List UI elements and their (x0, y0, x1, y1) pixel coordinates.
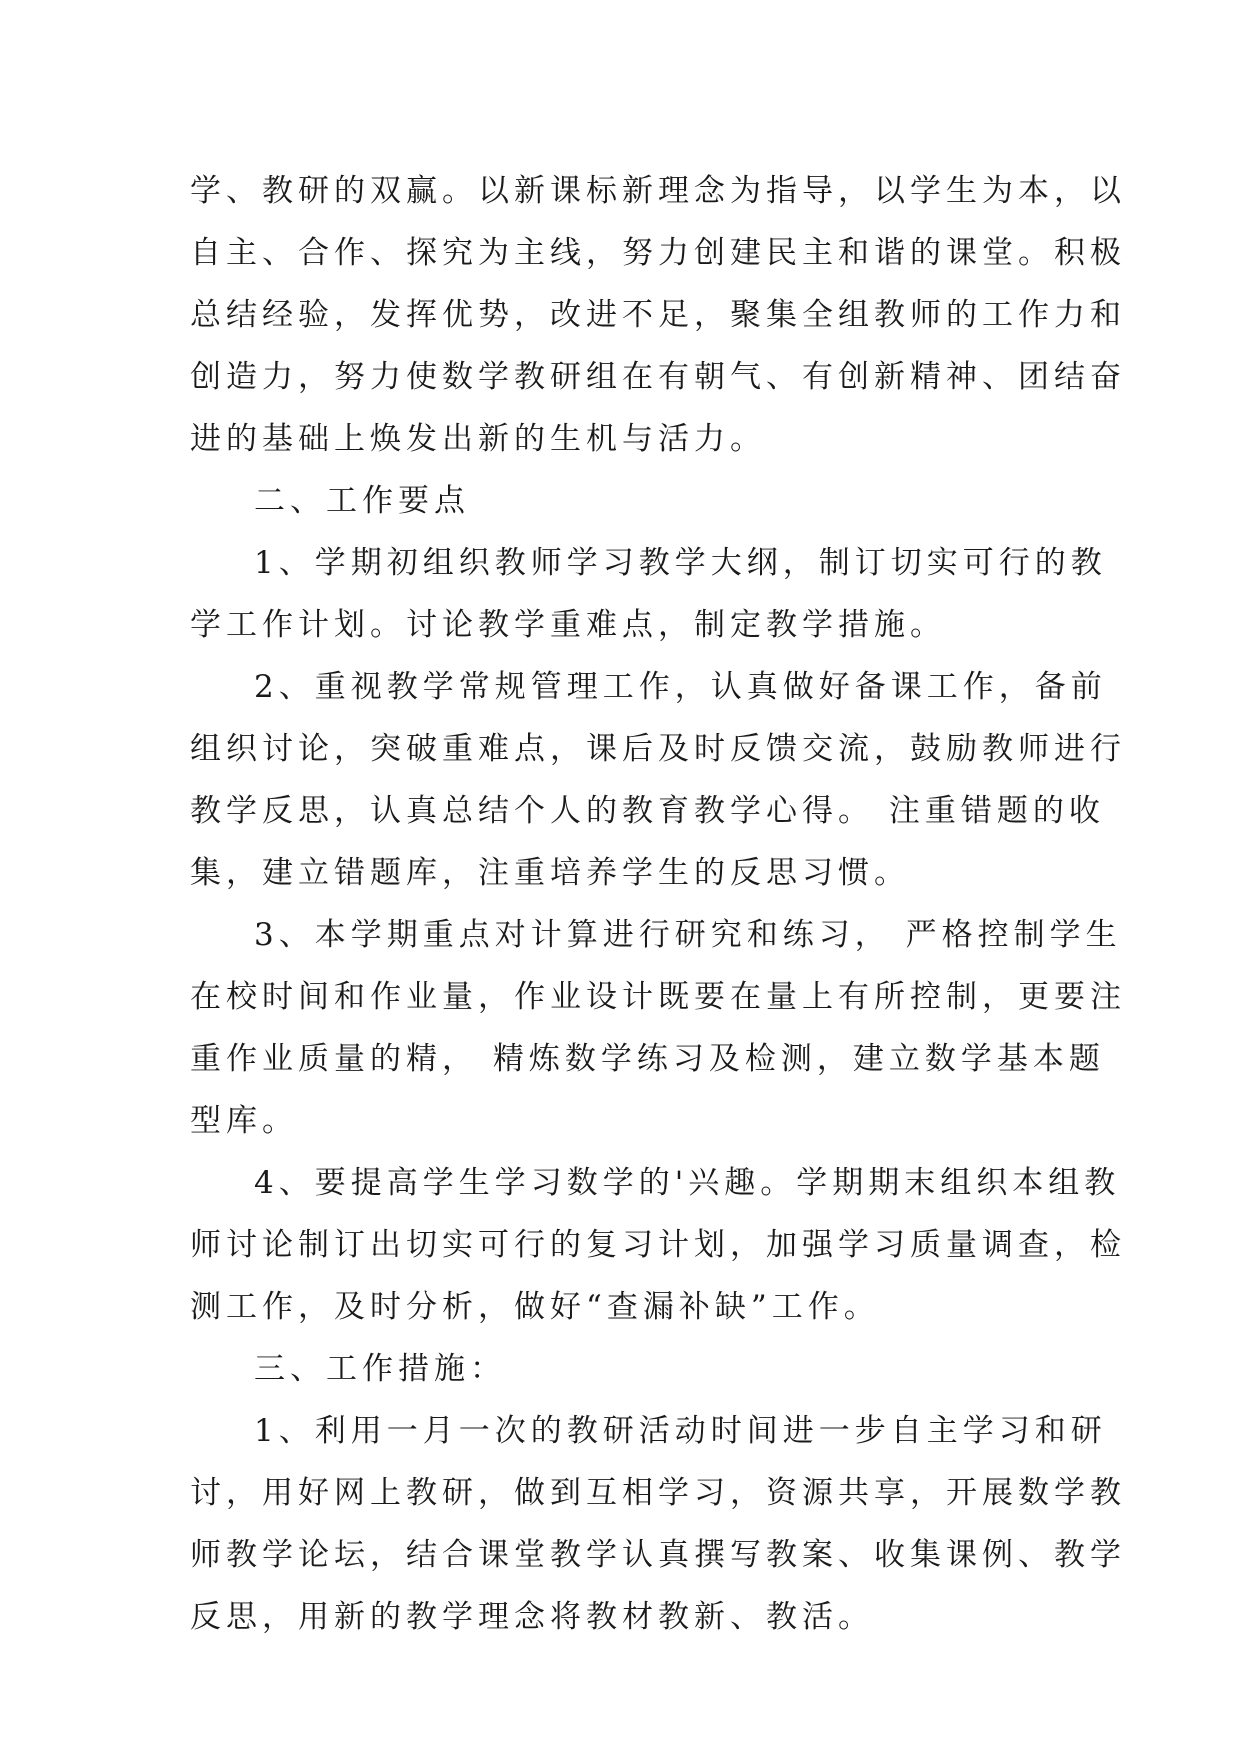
text-line: 重作业质量的精， 精炼数学练习及检测，建立数学基本题 (190, 1041, 1105, 1077)
text-line: 3、本学期重点对计算进行研究和练习， 严格控制学生 (254, 917, 1122, 953)
text-line: 测工作，及时分析，做好“查漏补缺”工作。 (190, 1289, 880, 1325)
text-line: 三、工作措施： (254, 1351, 506, 1387)
text-line: 学、教研的双赢。以新课标新理念为指导，以学生为本，以 (190, 173, 1126, 209)
text-line: 创造力，努力使数学教研组在有朝气、有创新精神、团结奋 (190, 359, 1126, 395)
text-line: 讨，用好网上教研，做到互相学习，资源共享，开展数学教 (190, 1475, 1126, 1511)
text-line: 学工作计划。讨论教学重难点，制定教学措施。 (190, 607, 946, 643)
text-line: 2、重视教学常规管理工作，认真做好备课工作，备前 (254, 669, 1107, 705)
text-line: 二、工作要点 (254, 483, 470, 519)
text-line: 总结经验，发挥优势，改进不足，聚集全组教师的工作力和 (190, 297, 1126, 333)
text-line: 1、学期初组织教师学习教学大纲，制订切实可行的教 (254, 545, 1107, 581)
text-line: 师讨论制订出切实可行的复习计划，加强学习质量调查，检 (190, 1227, 1126, 1263)
text-line: 教学反思，认真总结个人的教育教学心得。 注重错题的收 (190, 793, 1105, 829)
text-line: 在校时间和作业量，作业设计既要在量上有所控制，更要注 (190, 979, 1126, 1015)
text-line: 型库。 (190, 1103, 298, 1139)
text-line: 组织讨论，突破重难点，课后及时反馈交流，鼓励教师进行 (190, 731, 1126, 767)
text-line: 反思，用新的教学理念将教材教新、教活。 (190, 1599, 874, 1635)
text-line: 4、要提高学生学习数学的'兴趣。学期期末组织本组教 (254, 1165, 1121, 1201)
document-body (190, 160, 1126, 1648)
text-line: 进的基础上焕发出新的生机与活力。 (190, 421, 766, 457)
text-line: 自主、合作、探究为主线，努力创建民主和谐的课堂。积极 (190, 235, 1126, 271)
text-line: 1、利用一月一次的教研活动时间进一步自主学习和研 (254, 1413, 1107, 1449)
text-line: 集，建立错题库，注重培养学生的反思习惯。 (190, 855, 910, 891)
text-line: 师教学论坛，结合课堂教学认真撰写教案、收集课例、教学 (190, 1537, 1126, 1573)
